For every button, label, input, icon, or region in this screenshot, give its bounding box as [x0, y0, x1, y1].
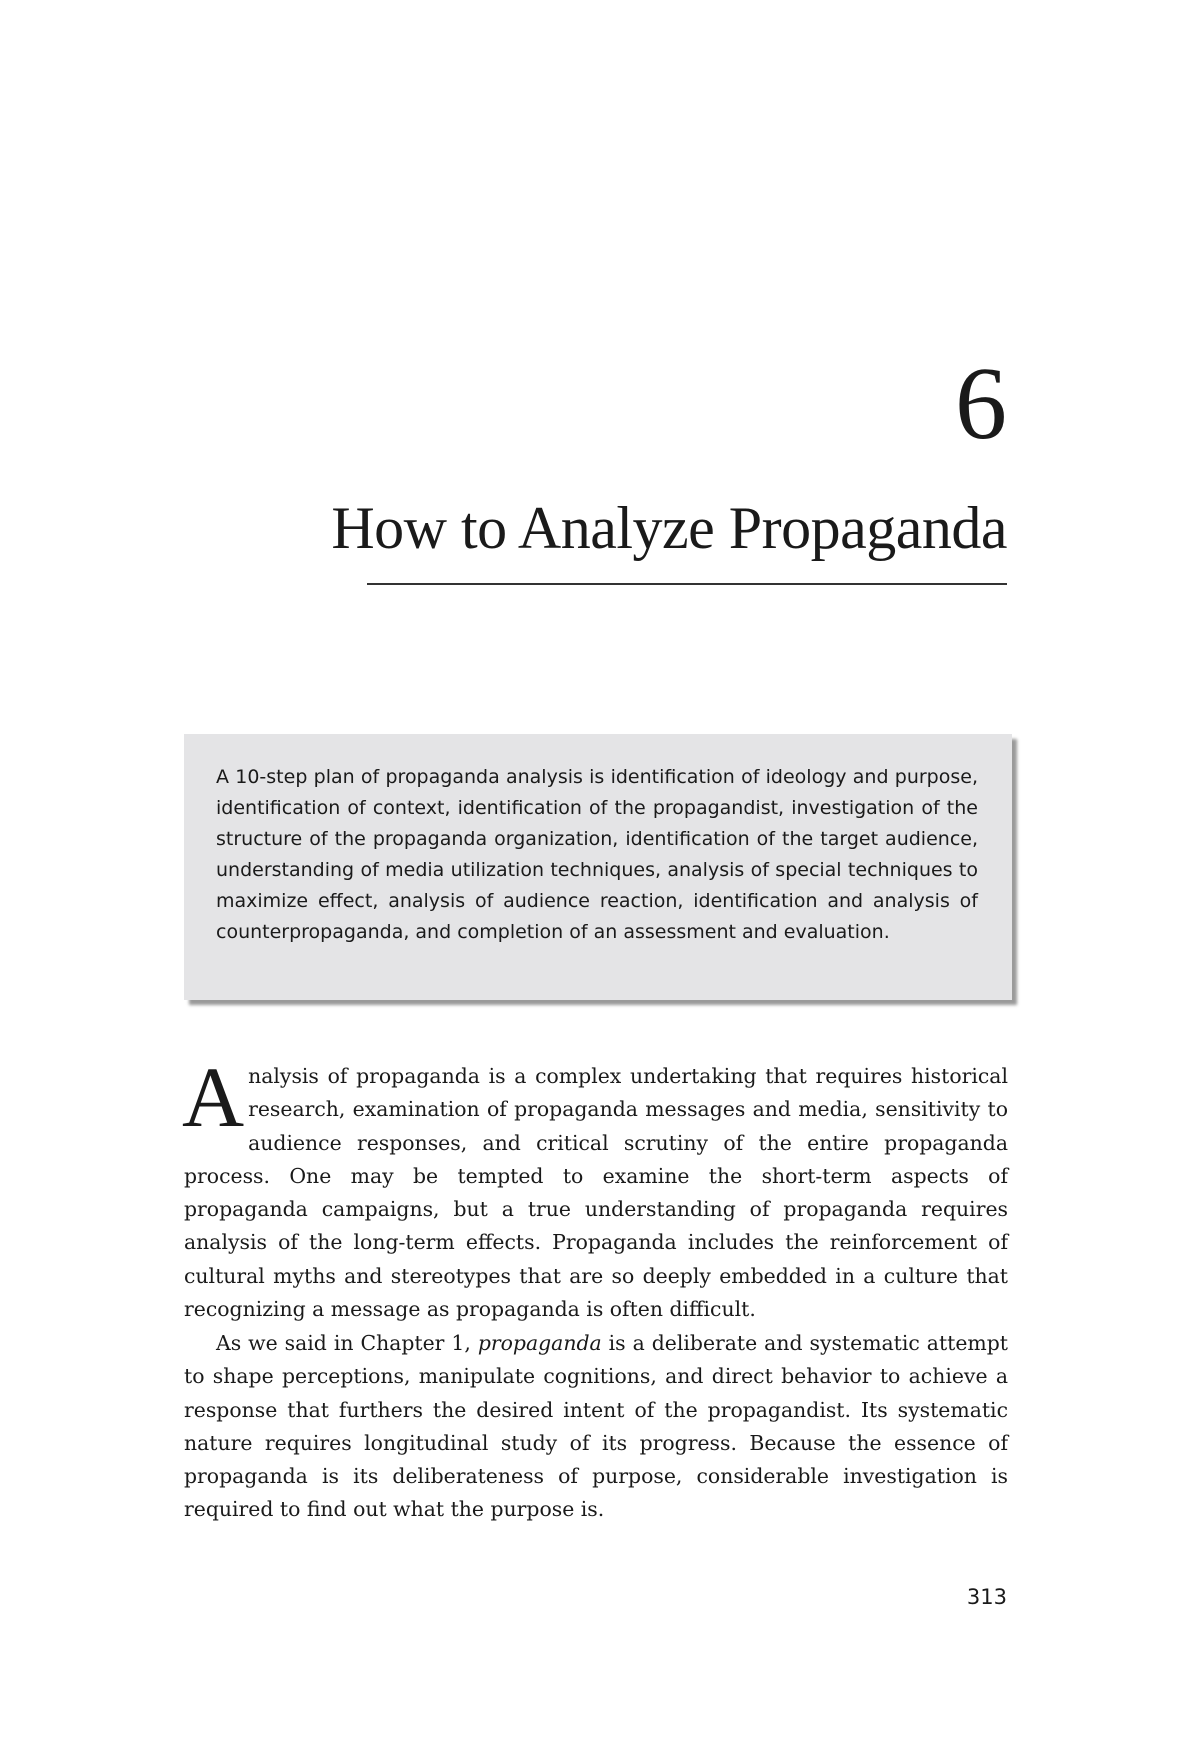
chapter-abstract-text: A 10-step plan of propaganda analysis is identification of ideology and purpose, identification of context, identification of the propagandist, investigation of the structure of the propaganda organization, identification of the target audience, understanding of media utilization techniques, analysis of special techniques to maximize effect, analysis of audience reaction, identification and analysis of counterpropaganda, and completion of an assessment and evaluation.	[216, 766, 978, 943]
body-paragraph-2	[184, 1327, 1008, 1527]
paragraph-2-rest: is a deliberate and systematic attempt to shape perceptions, manipulate cognitions, and direct behavior to achieve a response that furthers the desired intent of the propagandist. Its systematic nature requires longitudinal study of its progress. Because the essence of propaganda is its deliberateness of purpose, considerable investigation is required to find out what the purpose is.	[184, 1331, 1008, 1522]
page-number: 313	[966, 1585, 1007, 1609]
chapter-abstract-box	[184, 734, 1012, 1000]
paragraph-1-text: nalysis of propaganda is a complex undertaking that requires historical research, examination of propaganda messages and media, sensitivity to audience responses, and critical scrutiny of the entire propaganda process. One may be tempted to examine the short-term aspects of propaganda campaigns, but a true understanding of propaganda requires analysis of the long-term effects. Propaganda includes the reinforcement of cultural myths and stereotypes that are so deeply embedded in a culture that recognizing a message as propaganda is often difficult.	[184, 1064, 1008, 1322]
paragraph-2-emphasis: propaganda	[477, 1331, 602, 1355]
title-divider	[367, 583, 1007, 585]
paragraph-2-lead: As we said in Chapter 1,	[216, 1331, 478, 1355]
body-paragraph-1	[182, 1049, 1008, 1326]
drop-cap-letter: A	[182, 1049, 245, 1145]
chapter-title: How to Analyze Propaganda	[331, 495, 1007, 561]
chapter-number: 6	[955, 346, 1007, 461]
